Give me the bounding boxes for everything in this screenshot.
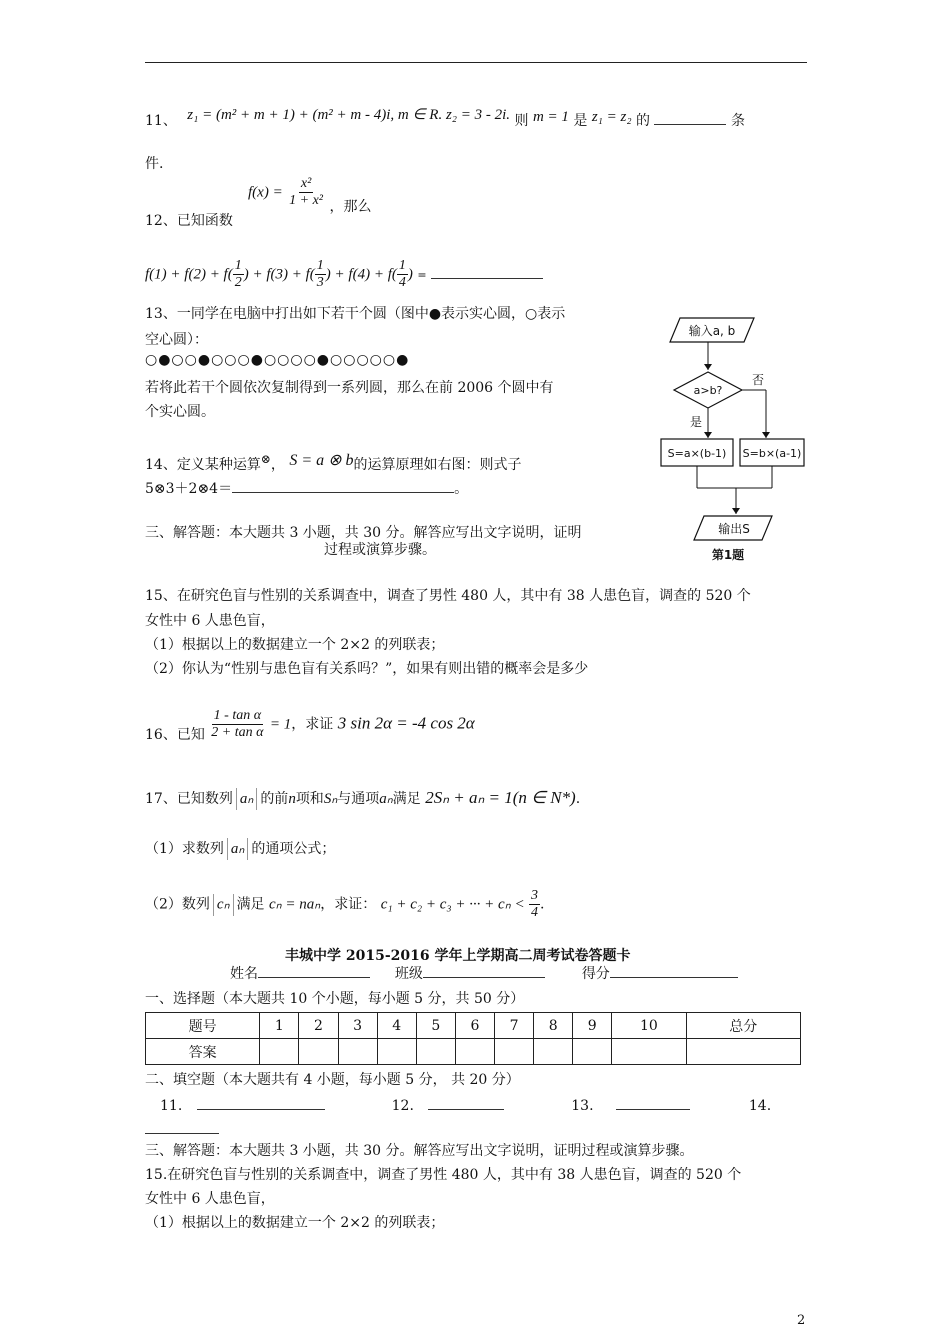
table-cell: 题号 xyxy=(146,1013,260,1039)
q12-fx: f(x) = xyxy=(248,184,283,201)
q11-text: 的 xyxy=(636,113,651,129)
q12-frac-half xyxy=(233,258,244,291)
page-number: 2 xyxy=(797,1313,806,1328)
q13-circle-sequence: ○●○○●○○○●○○○○●○○○○○● xyxy=(145,352,410,368)
q17-part1 xyxy=(145,838,335,860)
q14-suffix: 的运算原理如右图：则式子 xyxy=(353,457,522,473)
table-cell: 3 xyxy=(338,1013,377,1039)
q12-function xyxy=(248,176,372,215)
brace-right xyxy=(256,788,257,810)
q17-cn: cₙ xyxy=(216,896,230,913)
q14-blank[interactable] xyxy=(232,478,454,493)
q12-prefix: 12、已知函数 xyxy=(145,213,233,229)
q17-part1-text: 的通项公式； xyxy=(251,841,336,857)
card-section-3: 三、解答题：本大题共 3 小题，共 30 分。解答应写出文字说明，证明过程或演算步骤。 xyxy=(145,1143,694,1159)
q13-line4: 个实心圆。 xyxy=(145,404,215,420)
answer-cell[interactable] xyxy=(494,1039,533,1065)
table-row xyxy=(146,1013,801,1039)
q12-expr: ) xyxy=(407,266,413,283)
q11-text: 是 xyxy=(573,113,588,129)
table-row xyxy=(146,1039,801,1065)
card-q15-line1: 15.在研究色盲与性别的关系调查中，调查了男性 480 人，其中有 38 人患色盲，调查的 520 个 xyxy=(145,1167,742,1183)
table-cell: 总分 xyxy=(686,1013,800,1039)
brace-left xyxy=(227,838,228,860)
q15-part2: （2）你认为“性别与患色盲有关系吗？”，如果有则出错的概率会是多少 xyxy=(145,661,589,677)
blank-14-label: 14. xyxy=(748,1098,772,1114)
answer-cell[interactable] xyxy=(299,1039,338,1065)
q17-relation: 2Sₙ + aₙ = 1(n ∈ N*) xyxy=(425,788,576,807)
q12-equals: = xyxy=(417,268,427,282)
q12-expr: ) + f(3) + f( xyxy=(243,266,315,283)
frac-den: 3 xyxy=(316,275,324,290)
flow-arrowhead xyxy=(704,432,712,438)
q17-text: 项和 xyxy=(295,791,324,807)
table-cell: 10 xyxy=(612,1013,686,1039)
frac-den: 2 xyxy=(234,275,242,290)
question-14 xyxy=(145,454,522,474)
blank-12-field[interactable] xyxy=(428,1095,504,1110)
q14-formula: S = a ⊗ b xyxy=(289,452,354,469)
blank-13-label: 13. xyxy=(571,1098,594,1114)
q13-line2: 空心圆）： xyxy=(145,332,208,348)
frac-num: 3 xyxy=(531,888,539,903)
q16-proof-statement: 3 sin 2α = -4 cos 2α xyxy=(337,713,475,733)
blank-12-label: 12. xyxy=(391,1098,414,1114)
card-section-1: 一、选择题（本大题共 10 个小题，每小题 5 分，共 50 分） xyxy=(145,991,525,1007)
class-field[interactable] xyxy=(423,963,545,978)
q17-part2 xyxy=(145,888,544,921)
q12-frac-quarter xyxy=(397,258,408,291)
q12-frac-third xyxy=(315,258,326,291)
q11-text: 条 xyxy=(730,113,745,129)
table-cell: 5 xyxy=(416,1013,455,1039)
section-3-heading-line2: 过程或演算步骤。 xyxy=(324,542,436,558)
answer-cell[interactable] xyxy=(377,1039,416,1065)
name-field[interactable] xyxy=(258,963,370,978)
flow-input-label: 输入a, b xyxy=(688,324,736,338)
score-field[interactable] xyxy=(610,963,738,978)
q16-fraction xyxy=(209,708,265,741)
question-17 xyxy=(145,788,580,810)
q17-part2-text: 满足 xyxy=(236,896,265,913)
q17-text: 的前 xyxy=(260,791,289,807)
q12-fraction xyxy=(287,176,325,209)
brace-left xyxy=(213,894,214,916)
q16-equals: = 1 xyxy=(269,716,292,733)
q14-prefix: 14、定义某种运算 xyxy=(145,457,261,473)
q17-sn: Sₙ xyxy=(323,791,338,807)
flow-caption: 第1题 xyxy=(711,548,745,562)
flow-arrowhead xyxy=(732,508,740,514)
blank-11-field[interactable] xyxy=(197,1095,325,1110)
q14-operator: ⊗ xyxy=(260,452,271,466)
q17-part2-text: ，求证： xyxy=(320,896,377,913)
blank-14-field[interactable] xyxy=(145,1133,219,1134)
card-section-2: 二、填空题（本大题共有 4 小题，每小题 5 分， 共 20 分） xyxy=(145,1072,520,1088)
q17-an: aₙ xyxy=(379,791,393,807)
frac-den: 4 xyxy=(531,905,539,920)
card-q15-line3: （1）根据以上的数据建立一个 2×2 的列联表； xyxy=(145,1215,445,1231)
flow-left-label: S=a×(b-1) xyxy=(667,447,727,460)
q12-blank[interactable] xyxy=(431,264,543,279)
q11-number: 11、 xyxy=(145,113,177,129)
table-cell: 6 xyxy=(455,1013,494,1039)
frac-den: 4 xyxy=(398,275,406,290)
question-16 xyxy=(145,708,475,741)
answer-cell[interactable] xyxy=(534,1039,573,1065)
q16-mid: ，求证 xyxy=(291,716,334,733)
q11-line2: 件. xyxy=(145,156,164,172)
answer-cell[interactable] xyxy=(260,1039,299,1065)
flow-arrowhead xyxy=(762,432,770,438)
flow-right-label: S=b×(a-1) xyxy=(742,447,802,460)
brace-right xyxy=(233,894,234,916)
q17-part2-text: （2）数列 xyxy=(145,896,210,913)
q14-comma: ， xyxy=(270,457,285,473)
q14-line2 xyxy=(145,478,468,498)
q11-relation: z₁ = z₂ xyxy=(591,109,632,125)
answer-card-info xyxy=(230,963,738,983)
score-label: 得分 xyxy=(581,966,610,982)
q17-end: . xyxy=(540,896,545,913)
q17-prefix: 17、已知数列 xyxy=(145,791,233,807)
q12-expr: ) + f(4) + f( xyxy=(325,266,397,283)
answer-cell[interactable] xyxy=(686,1039,800,1065)
q17-cn-def: cₙ = naₙ xyxy=(269,896,321,913)
q17-text: 与通项 xyxy=(337,791,380,807)
answer-cell[interactable] xyxy=(612,1039,686,1065)
blank-11-label: 11. xyxy=(160,1098,183,1114)
q12-expression xyxy=(145,258,543,291)
frac-num: 1 xyxy=(398,258,406,273)
q16-numerator: 1 - tan α xyxy=(213,708,262,723)
name-label: 姓名 xyxy=(230,966,258,982)
flow-arrowhead xyxy=(704,364,712,370)
table-cell: 1 xyxy=(260,1013,299,1039)
answer-table xyxy=(145,1012,801,1065)
answer-cell[interactable] xyxy=(338,1039,377,1065)
q11-condition: m = 1 xyxy=(532,109,569,125)
flow-yes-label: 是 xyxy=(690,415,703,429)
question-11 xyxy=(145,107,745,130)
q11-text: 则 xyxy=(514,113,529,129)
q12-denominator: 1 + x² xyxy=(289,193,323,208)
fill-blank-row xyxy=(160,1095,771,1114)
class-label: 班级 xyxy=(394,966,423,982)
q17-fraction xyxy=(529,888,540,921)
answer-cell[interactable] xyxy=(416,1039,455,1065)
flow-condition-label: a>b? xyxy=(693,384,723,397)
table-cell: 答案 xyxy=(146,1039,260,1065)
answer-cell[interactable] xyxy=(455,1039,494,1065)
q17-an: aₙ xyxy=(230,841,245,857)
table-cell: 7 xyxy=(494,1013,533,1039)
frac-num: 1 xyxy=(234,258,242,273)
q15-line1: 15、在研究色盲与性别的关系调查中，调查了男性 480 人，其中有 38 人患色盲，调查的 520 个 xyxy=(145,588,751,604)
table-cell: 9 xyxy=(573,1013,612,1039)
table-cell: 2 xyxy=(299,1013,338,1039)
flow-no-label: 否 xyxy=(752,373,765,387)
q15-part1: （1）根据以上的数据建立一个 2×2 的列联表； xyxy=(145,637,445,653)
frac-num: 1 xyxy=(316,258,324,273)
section-3-heading: 三、解答题：本大题共 3 小题，共 30 分。解答应写出文字说明，证明 xyxy=(145,525,582,541)
q14-expression: 5⊗3＋2⊗4＝ xyxy=(145,481,233,497)
header-rule xyxy=(145,62,807,63)
table-cell: 4 xyxy=(377,1013,416,1039)
card-q15-line2: 女性中 6 人患色盲， xyxy=(145,1191,275,1207)
table-cell: 8 xyxy=(534,1013,573,1039)
q13-line3: 若将此若干个圆依次复制得到一系列圆，那么在前 2006 个圆中有 xyxy=(145,380,554,396)
q11-formula: z₁ = (m² + m + 1) + (m² + m - 4)i, m ∈ R. z₂ = 3 - 2i. xyxy=(187,107,511,123)
q12-expr: f(1) + f(2) + f( xyxy=(145,266,233,283)
flow-output-label: 输出S xyxy=(718,522,750,536)
q17-sum: c₁ + c₂ + c₃ + ··· + cₙ < xyxy=(380,896,525,913)
q14-end: 。 xyxy=(454,481,469,497)
q11-blank[interactable] xyxy=(654,110,726,125)
q17-an: aₙ xyxy=(239,791,254,807)
q13-line1: 13、一同学在电脑中打出如下若干个圆（图中●表示实心圆，○表示 xyxy=(145,306,566,322)
flowchart xyxy=(658,312,818,572)
brace-right xyxy=(247,838,248,860)
q16-prefix: 16、已知 xyxy=(145,726,205,743)
q15-line2: 女性中 6 人患色盲， xyxy=(145,613,275,629)
q17-n: n xyxy=(288,791,296,807)
q12-numerator: x² xyxy=(300,176,312,191)
q16-denominator: 2 + tan α xyxy=(211,725,264,740)
answer-card-title: 丰城中学 2015-2016 学年上学期高二周考试卷答题卡 xyxy=(285,948,631,964)
blank-13-field[interactable] xyxy=(616,1095,690,1110)
q17-dot: . xyxy=(575,791,581,807)
brace-left xyxy=(236,788,237,810)
answer-cell[interactable] xyxy=(573,1039,612,1065)
q17-part1-text: （1）求数列 xyxy=(145,841,224,857)
q12-suffix: ，那么 xyxy=(329,198,372,215)
q17-text: 满足 xyxy=(392,791,421,807)
